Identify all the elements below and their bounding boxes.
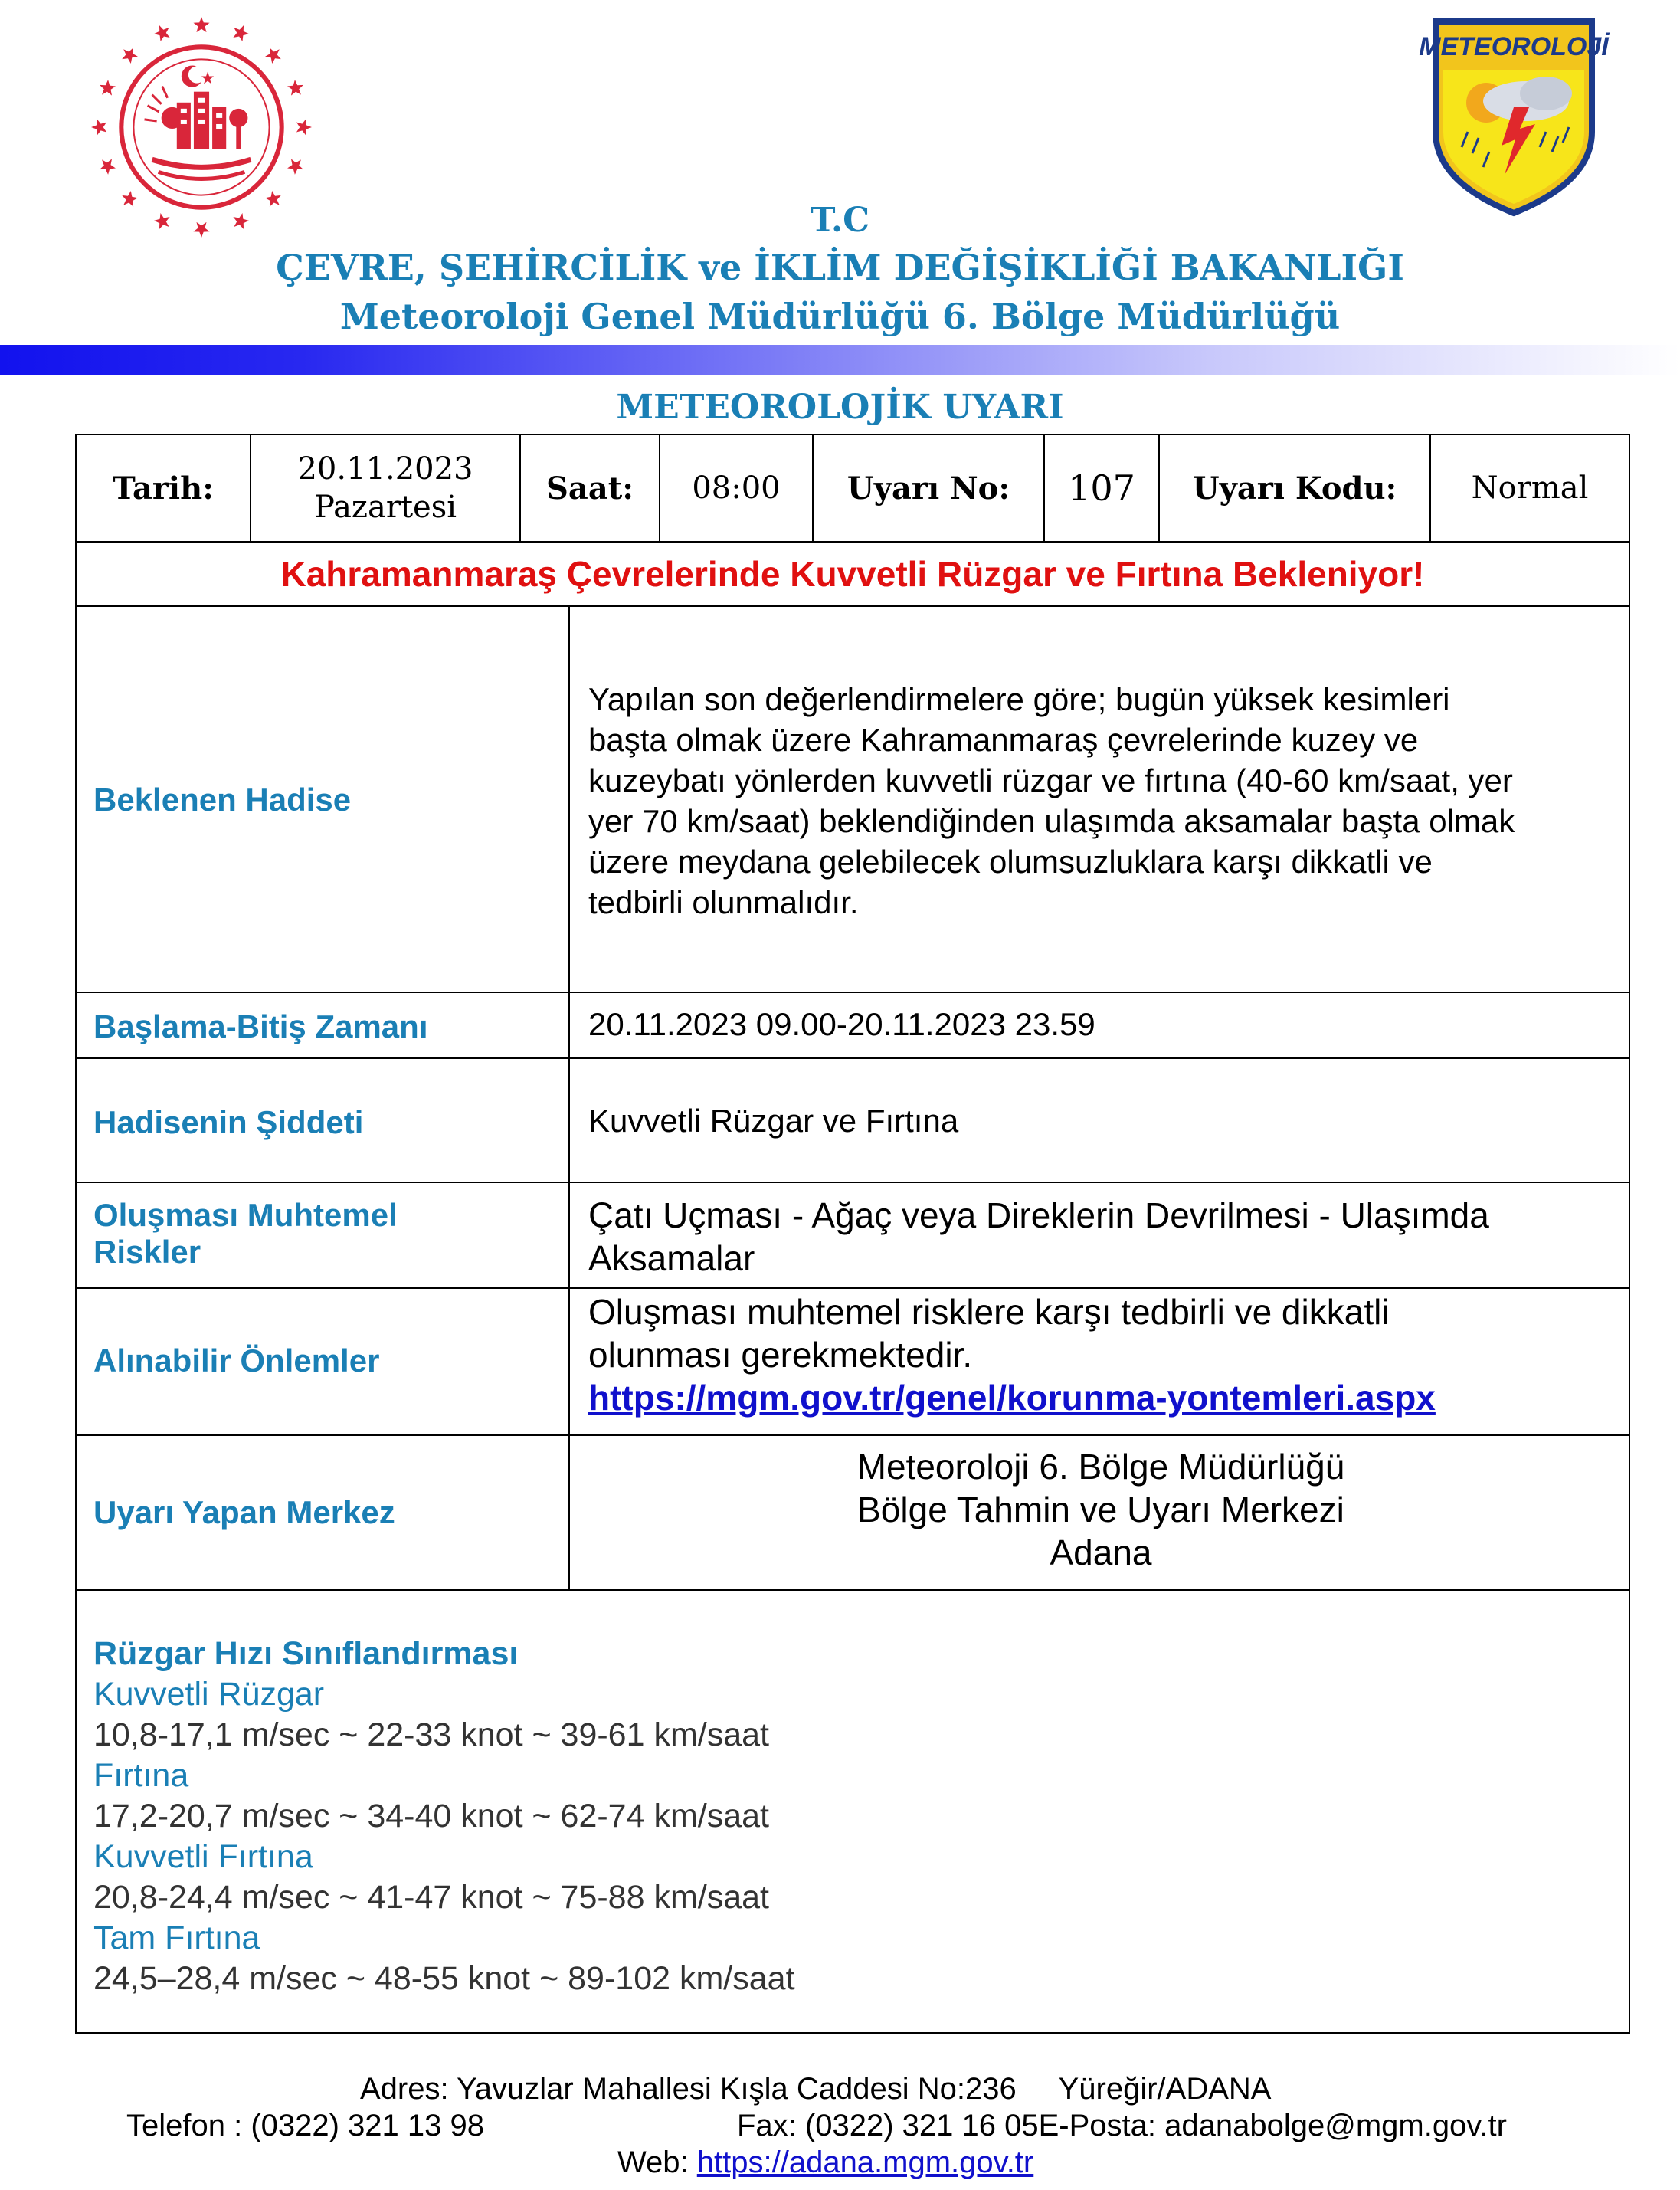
warning-no-label: Uyarı No: [814, 435, 1045, 541]
event-line: tedbirli olunmalıdır. [588, 884, 859, 920]
seal-star [154, 25, 170, 41]
center-value [570, 1445, 1632, 1574]
risks-label-line: Oluşması Muhtemel [93, 1197, 398, 1233]
seal-star [193, 17, 209, 32]
period-label: Başlama-Bitiş Zamanı [93, 1008, 428, 1044]
warning-table [75, 541, 1630, 2034]
measures-link[interactable]: https://mgm.gov.tr/genel/korunma-yontemleri.aspx [588, 1378, 1436, 1418]
event-text [588, 679, 1607, 923]
seal-star [100, 159, 116, 175]
center-label: Uyarı Yapan Merkez [93, 1494, 395, 1530]
event-line: üzere meydana gelebilecek olumsuzluklara karşı dikkatli ve [588, 844, 1433, 880]
footer-phone: Telefon : (0322) 321 13 98 [126, 2109, 485, 2142]
warning-headline: Kahramanmaraş Çevrelerinde Kuvvetli Rüzgar ve Fırtına Bekleniyor! [280, 554, 1425, 594]
risks-value [588, 1194, 1607, 1280]
period-value: 20.11.2023 09.00-20.11.2023 23.59 [588, 1006, 1095, 1042]
center-line: Bölge Tahmin ve Uyarı Merkezi [857, 1490, 1344, 1529]
center-line: Meteoroloji 6. Bölge Müdürlüğü [856, 1447, 1345, 1487]
header-directorate: Meteoroloji Genel Müdürlüğü 6. Bölge Müdürlüğü [339, 296, 1341, 337]
event-label: Beklenen Hadise [93, 782, 352, 818]
info-table [75, 434, 1630, 543]
wind-class-name: Kuvvetli Rüzgar [93, 1676, 325, 1713]
warning-code-label: Uyarı Kodu: [1160, 435, 1431, 541]
header-ministry: ÇEVRE, ŞEHİRCİLİK ve İKLİM DEĞİŞİKLİĞİ BAKANLIĞI [276, 247, 1404, 288]
seal-star [122, 48, 138, 64]
center-line: Adana [1050, 1533, 1152, 1572]
severity-label: Hadisenin Şiddeti [93, 1104, 364, 1140]
warning-code-value: Normal [1471, 470, 1589, 506]
risks-line: Aksamalar [588, 1238, 755, 1278]
seal-star [100, 80, 116, 96]
seal-star [296, 119, 312, 135]
wind-class-range: 17,2-20,7 m/sec ~ 34-40 knot ~ 62-74 km/saat [93, 1798, 770, 1834]
header-gradient-bar [0, 345, 1680, 375]
day-value: Pazartesi [313, 490, 457, 525]
risks-label [93, 1197, 398, 1270]
date-value: 20.11.2023 [297, 451, 473, 487]
header-tc: T.C [810, 201, 870, 240]
measures-line: Oluşması muhtemel risklere karşı tedbirli ve dikkatli [588, 1292, 1390, 1332]
wind-class-name: Tam Fırtına [93, 1920, 260, 1956]
seal-star [91, 119, 106, 135]
wind-class-range: 10,8-17,1 m/sec ~ 22-33 knot ~ 39-61 km/saat [93, 1716, 770, 1753]
time-value: 08:00 [660, 435, 814, 541]
footer-address: Adres: Yavuzlar Mahallesi Kışla Caddesi No:236 Yüreğir/ADANA [360, 2072, 1272, 2106]
measures-value [588, 1290, 1607, 1419]
seal-star [265, 48, 281, 64]
event-line: Yapılan son değerlendirmelere göre; bugün yüksek kesimleri [588, 681, 1450, 717]
date-cell [251, 435, 521, 541]
wind-classification-title: Rüzgar Hızı Sınıflandırması [93, 1635, 519, 1672]
seal-star [287, 80, 303, 96]
seal-star [233, 25, 249, 41]
wind-class-name: Fırtına [93, 1757, 189, 1794]
date-label: Tarih: [77, 435, 251, 541]
measures-line: olunması gerekmektedir. [588, 1335, 973, 1375]
event-line: yer 70 km/saat) beklendiğinden ulaşımda aksamalar başta olmak [588, 803, 1515, 839]
severity-value: Kuvvetli Rüzgar ve Fırtına [588, 1103, 959, 1139]
meteoroloji-shield-logo [1419, 17, 1609, 216]
event-line: başta olmak üzere Kahramanmaraş çevrelerinde kuzey ve [588, 722, 1419, 758]
risks-line: Çatı Uçması - Ağaç veya Direklerin Devrilmesi - Ulaşımda [588, 1195, 1489, 1235]
seal-star [287, 159, 303, 175]
logo-text: METEOROLOJİ [1419, 32, 1609, 61]
footer-fax-email: Fax: (0322) 321 16 05E-Posta: adanabolge@mgm.gov.tr [737, 2109, 1507, 2142]
wind-class-range: 24,5–28,4 m/sec ~ 48-55 knot ~ 89-102 km/saat [93, 1960, 795, 1997]
wind-classification [93, 1634, 795, 1999]
footer-web-link[interactable]: https://adana.mgm.gov.tr [696, 2146, 1034, 2179]
wind-class-range: 20,8-24,4 m/sec ~ 41-47 knot ~ 75-88 km/saat [93, 1879, 770, 1916]
time-label: Saat: [521, 435, 660, 541]
footer-web-label: Web: [617, 2146, 689, 2179]
footer-web [617, 2146, 1033, 2180]
event-line: kuzeybatı yönlerden kuvvetli rüzgar ve fırtına (40-60 km/saat, yer [588, 762, 1513, 798]
risks-label-line: Riskler [93, 1234, 201, 1270]
wind-class-name: Kuvvetli Fırtına [93, 1838, 313, 1875]
warning-no-value: 107 [1045, 435, 1160, 541]
document-title: METEOROLOJİK UYARI [616, 388, 1064, 427]
measures-label: Alınabilir Önlemler [93, 1343, 380, 1379]
